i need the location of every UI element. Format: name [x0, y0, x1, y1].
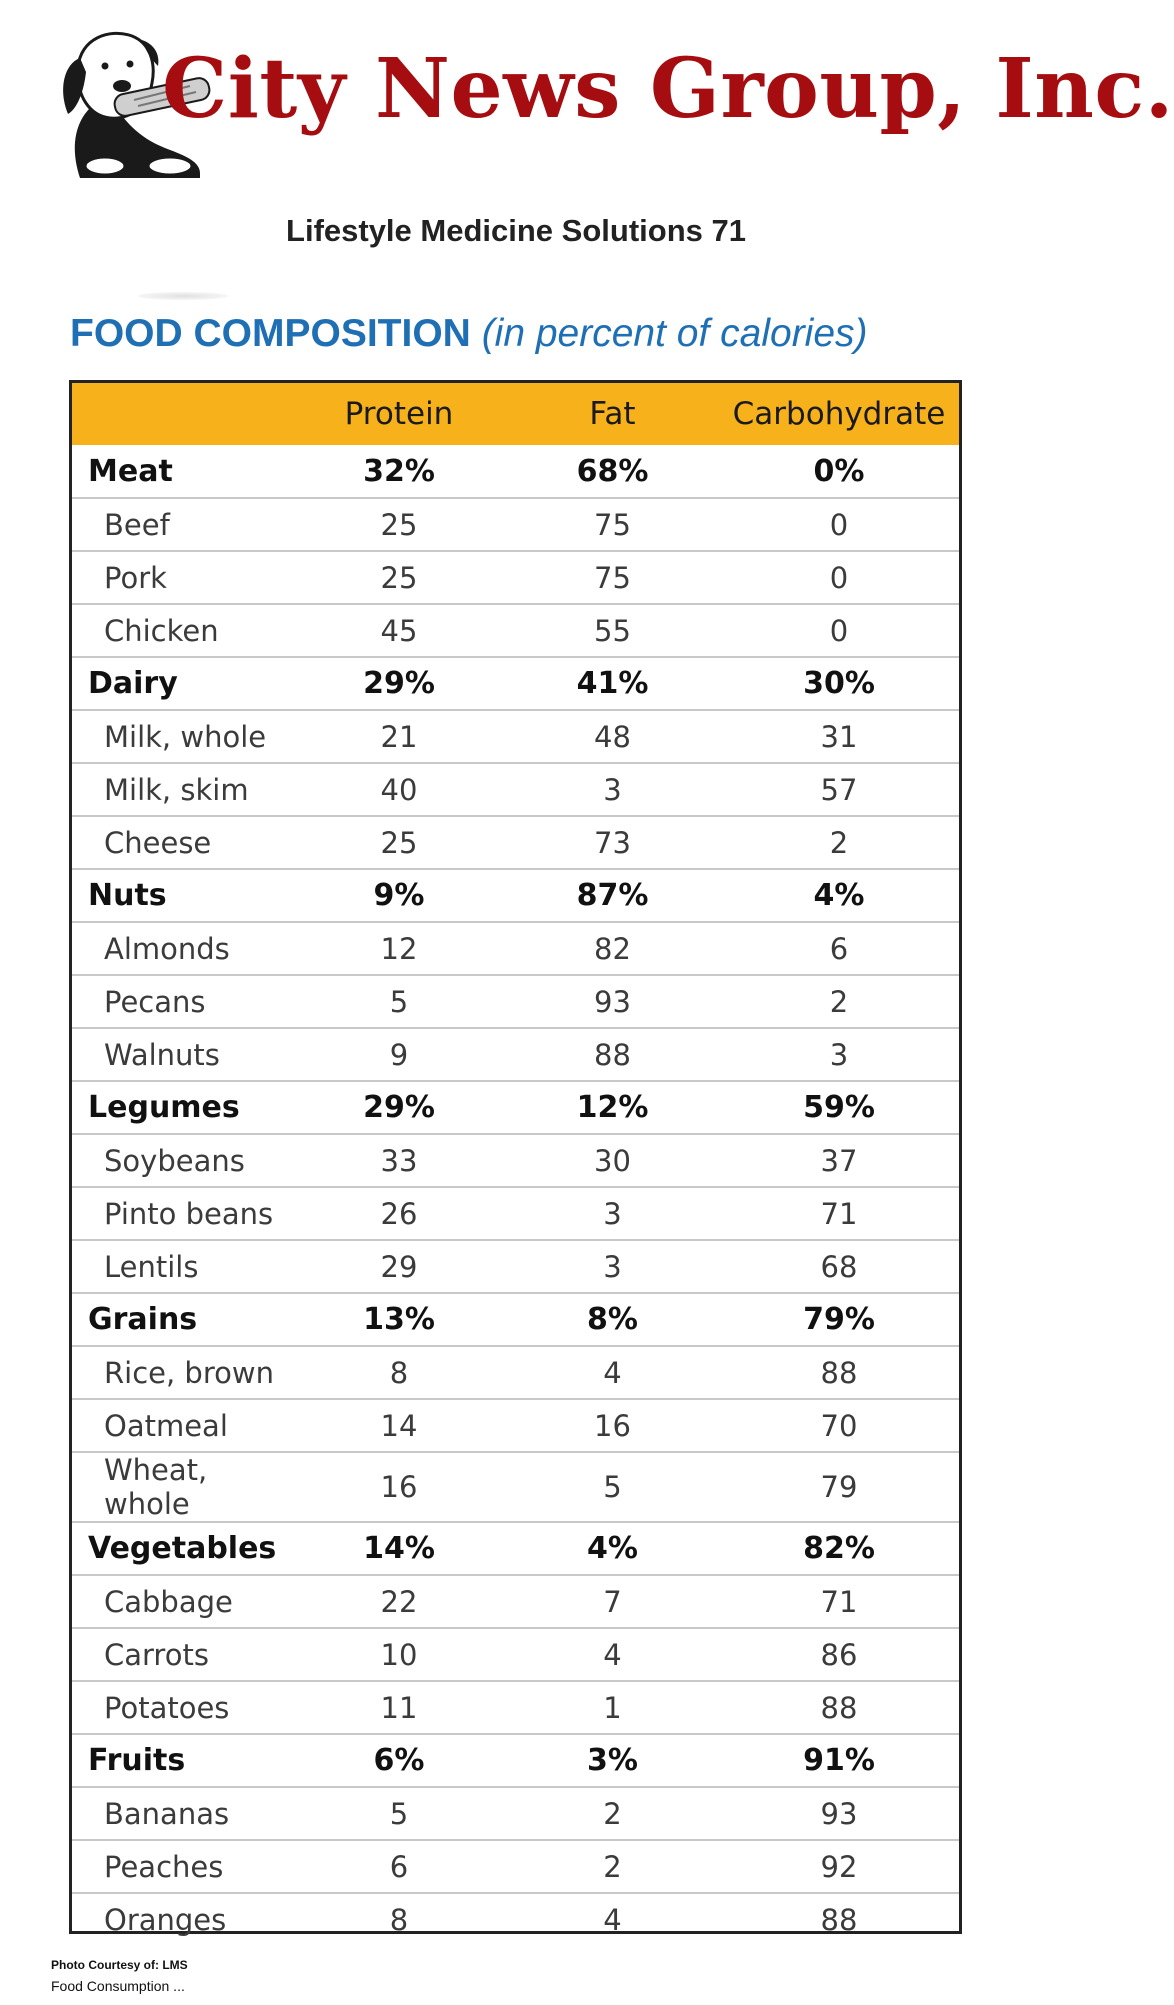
carbohydrate-value: 93: [719, 1787, 959, 1840]
carbohydrate-value: 37: [719, 1134, 959, 1187]
carbohydrate-value: 6: [719, 922, 959, 975]
category-row: [72, 657, 959, 710]
table-title: [70, 312, 868, 356]
carbohydrate-value: 88: [719, 1346, 959, 1399]
fat-value: 87%: [506, 869, 719, 922]
protein-value: 13%: [292, 1293, 506, 1346]
fat-value: 73: [506, 816, 719, 869]
fat-value: 16: [506, 1399, 719, 1452]
fat-value: 82: [506, 922, 719, 975]
protein-value: 29%: [292, 1081, 506, 1134]
carbohydrate-value: 88: [719, 1681, 959, 1734]
item-row: [72, 1134, 959, 1187]
fat-value: 4: [506, 1346, 719, 1399]
fat-value: 68%: [576, 453, 649, 489]
item-row: [72, 1840, 959, 1893]
category-row: [72, 1081, 959, 1134]
food-name: Fruits: [72, 1734, 292, 1787]
protein-value: 14: [292, 1399, 506, 1452]
header-protein: Protein: [344, 396, 454, 432]
carbohydrate-value: 0: [719, 498, 959, 551]
protein-value: 6%: [292, 1734, 506, 1787]
masthead: [50, 28, 1174, 178]
carbohydrate-value: 71: [719, 1575, 959, 1628]
protein-value: 8: [292, 1346, 506, 1399]
table-title-main: FOOD COMPOSITION: [70, 312, 471, 355]
food-name: Almonds: [72, 922, 292, 975]
protein-value: 33: [292, 1134, 506, 1187]
food-name: Cabbage: [72, 1575, 292, 1628]
food-name: Peaches: [72, 1840, 292, 1893]
food-name: Potatoes: [72, 1681, 292, 1734]
composition-table: [72, 383, 959, 1946]
food-name: Carrots: [72, 1628, 292, 1681]
item-row: [72, 763, 959, 816]
item-row: [72, 922, 959, 975]
fat-value: 8%: [506, 1293, 719, 1346]
protein-value: 6: [292, 1840, 506, 1893]
carbohydrate-value: 91%: [719, 1734, 959, 1787]
protein-value: 14%: [292, 1522, 506, 1575]
item-row: [72, 1681, 959, 1734]
category-row: [72, 1293, 959, 1346]
fat-value: 7: [506, 1575, 719, 1628]
item-row: [72, 1893, 959, 1946]
item-row: [72, 1346, 959, 1399]
category-row: [72, 1734, 959, 1787]
carbohydrate-value: 0: [719, 604, 959, 657]
food-name: Lentils: [72, 1240, 292, 1293]
food-name: Milk, whole: [72, 710, 292, 763]
food-name: Rice, brown: [72, 1346, 292, 1399]
fat-value: 75: [506, 551, 719, 604]
protein-value: 10: [292, 1628, 506, 1681]
food-name: Cheese: [72, 816, 292, 869]
food-name: Dairy: [72, 657, 292, 710]
category-row: [72, 869, 959, 922]
carbohydrate-value: 86: [719, 1628, 959, 1681]
protein-value: 5: [292, 1787, 506, 1840]
item-row: [72, 1187, 959, 1240]
item-row: [72, 816, 959, 869]
fat-value: 41%: [506, 657, 719, 710]
fat-value: 88: [506, 1028, 719, 1081]
protein-value: 16: [292, 1452, 506, 1522]
food-name: Vegetables: [72, 1522, 292, 1575]
carbohydrate-value: 59%: [719, 1081, 959, 1134]
food-name: Wheat, whole: [72, 1452, 292, 1522]
page-title: Lifestyle Medicine Solutions 71: [286, 213, 746, 248]
carbohydrate-value: 4%: [719, 869, 959, 922]
fat-value: 55: [506, 604, 719, 657]
food-name: Pork: [72, 551, 292, 604]
protein-value: 40: [292, 763, 506, 816]
protein-value: 11: [292, 1681, 506, 1734]
fat-value: 75: [506, 498, 719, 551]
food-composition-table: [69, 380, 962, 1937]
food-name: Walnuts: [72, 1028, 292, 1081]
item-row: [72, 975, 959, 1028]
carbohydrate-value: 3: [719, 1028, 959, 1081]
item-row: [72, 1575, 959, 1628]
carbohydrate-value: 82%: [719, 1522, 959, 1575]
item-row: [72, 1028, 959, 1081]
food-name: Chicken: [72, 604, 292, 657]
table-title-note: (in percent of calories): [481, 312, 868, 355]
food-name: Pinto beans: [72, 1187, 292, 1240]
category-row: [72, 1522, 959, 1575]
protein-value: 25: [292, 816, 506, 869]
protein-value: 22: [292, 1575, 506, 1628]
carbohydrate-value: 0: [719, 551, 959, 604]
fat-value: 12%: [506, 1081, 719, 1134]
food-name: Oatmeal: [72, 1399, 292, 1452]
fat-value: 4: [506, 1628, 719, 1681]
carbohydrate-value: 30%: [719, 657, 959, 710]
item-row: [72, 1787, 959, 1840]
protein-value: 5: [292, 975, 506, 1028]
carbohydrate-value: 71: [719, 1187, 959, 1240]
fat-value: 1: [506, 1681, 719, 1734]
fat-value: 5: [506, 1452, 719, 1522]
food-name: Oranges: [72, 1893, 292, 1946]
fat-value: 4: [506, 1893, 719, 1946]
carbohydrate-value: 31: [719, 710, 959, 763]
fat-value: 48: [506, 710, 719, 763]
protein-value: 32%: [363, 453, 435, 489]
carbohydrate-value: 68: [719, 1240, 959, 1293]
food-name: Legumes: [72, 1081, 292, 1134]
carbohydrate-value: 79: [719, 1452, 959, 1522]
fat-value: 3: [506, 1187, 719, 1240]
food-name: Beef: [72, 498, 292, 551]
carbohydrate-value: 79%: [719, 1293, 959, 1346]
protein-value: 8: [292, 1893, 506, 1946]
header-carbohydrate: Carbohydrate: [732, 396, 946, 432]
protein-value: 45: [292, 604, 506, 657]
item-row: [72, 498, 959, 551]
table-body: [72, 445, 959, 1946]
food-name: Grains: [72, 1293, 292, 1346]
fat-value: 3: [506, 1240, 719, 1293]
category-row: [72, 445, 959, 498]
food-name: Soybeans: [72, 1134, 292, 1187]
header-food: [72, 383, 292, 445]
item-row: [72, 551, 959, 604]
protein-value: 25: [292, 551, 506, 604]
carbohydrate-value: 70: [719, 1399, 959, 1452]
item-row: [72, 1628, 959, 1681]
decorative-shadow: [138, 292, 228, 300]
protein-value: 26: [292, 1187, 506, 1240]
caption: Food Consumption ...: [51, 1978, 185, 1994]
carbohydrate-value: 57: [719, 763, 959, 816]
carbohydrate-value: 2: [719, 816, 959, 869]
carbohydrate-value: 0%: [813, 453, 865, 489]
protein-value: 9: [292, 1028, 506, 1081]
table-header-row: [72, 383, 959, 445]
food-name: Bananas: [72, 1787, 292, 1840]
carbohydrate-value: 88: [719, 1893, 959, 1946]
protein-value: 29: [292, 1240, 506, 1293]
carbohydrate-value: 2: [719, 975, 959, 1028]
item-row: [72, 1399, 959, 1452]
protein-value: 21: [292, 710, 506, 763]
fat-value: 30: [506, 1134, 719, 1187]
item-row: [72, 710, 959, 763]
food-name: Nuts: [72, 869, 292, 922]
protein-value: 12: [292, 922, 506, 975]
fat-value: 2: [506, 1787, 719, 1840]
fat-value: 3: [506, 763, 719, 816]
protein-value: 29%: [292, 657, 506, 710]
fat-value: 3%: [506, 1734, 719, 1787]
food-name: Milk, skim: [72, 763, 292, 816]
protein-value: 25: [292, 498, 506, 551]
fat-value: 93: [506, 975, 719, 1028]
food-name: Meat: [88, 453, 173, 489]
item-row: [72, 1452, 959, 1522]
photo-credit: Photo Courtesy of: LMS: [51, 1958, 188, 1972]
fat-value: 4%: [506, 1522, 719, 1575]
protein-value: 9%: [292, 869, 506, 922]
item-row: [72, 604, 959, 657]
header-fat: Fat: [589, 396, 636, 432]
carbohydrate-value: 92: [719, 1840, 959, 1893]
fat-value: 2: [506, 1840, 719, 1893]
brand-name: City News Group, Inc.: [162, 41, 1174, 137]
item-row: [72, 1240, 959, 1293]
food-name: Pecans: [72, 975, 292, 1028]
